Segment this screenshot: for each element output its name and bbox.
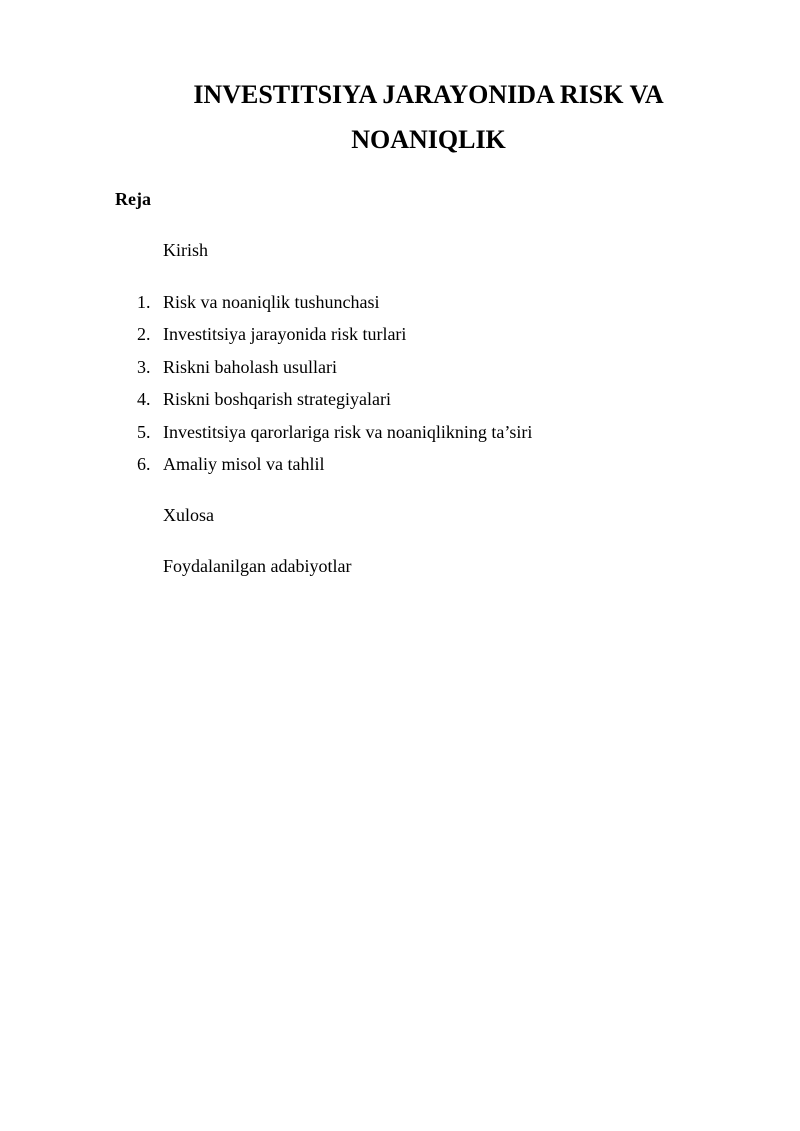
list-item-text: Amaliy misol va tahlil — [163, 454, 325, 474]
list-item-text: Riskni baholash usullari — [163, 357, 337, 377]
document-title — [115, 72, 742, 162]
list-item-number: 1. — [137, 292, 151, 312]
title-line-1: INVESTITSIYA JARAYONIDA RISK VA — [193, 80, 664, 109]
list-item-text: Investitsiya qarorlariga risk va noaniqlikning ta’siri — [163, 422, 533, 442]
plan-references: Foydalanilgan adabiyotlar — [163, 556, 352, 576]
plan-intro: Kirish — [163, 240, 208, 260]
list-item-text: Riskni boshqarish strategiyalari — [163, 389, 391, 409]
list-item-number: 3. — [137, 357, 151, 377]
list-item-number: 6. — [137, 454, 151, 474]
title-line-2: NOANIQLIK — [351, 125, 506, 154]
plan-heading: Reja — [115, 189, 151, 209]
list-item-number: 4. — [137, 389, 151, 409]
list-item-text: Risk va noaniqlik tushunchasi — [163, 292, 380, 312]
list-item-text: Investitsiya jarayonida risk turlari — [163, 324, 407, 344]
list-item-number: 5. — [137, 422, 151, 442]
plan-conclusion: Xulosa — [163, 505, 214, 525]
list-item-number: 2. — [137, 324, 151, 344]
